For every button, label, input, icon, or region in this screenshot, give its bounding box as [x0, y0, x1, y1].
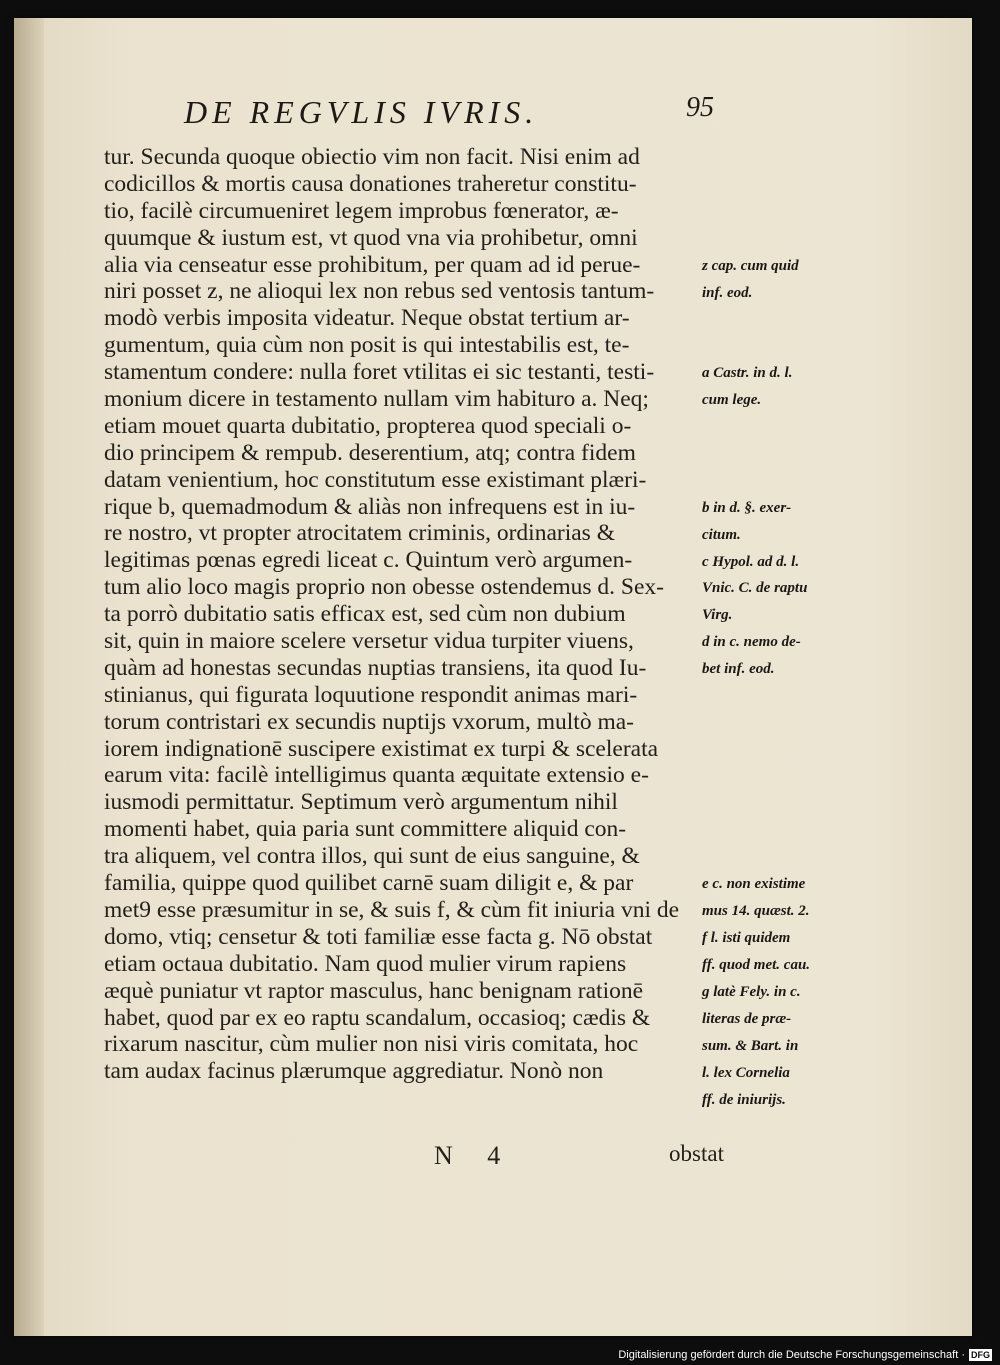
marginal-note: b in d. §. exer- [702, 499, 792, 516]
text-line: tum alio loco magis proprio non obesse ostendemus d. Sex- [104, 574, 665, 601]
dfg-logo: DFG [971, 1350, 990, 1360]
marginal-note: l. lex Cornelia [702, 1064, 790, 1081]
marginal-note: a Castr. in d. l. [702, 365, 793, 382]
text-line: modò verbis imposita videatur. Neque obstat tertium ar- [104, 305, 630, 332]
marginal-note: d in c. nemo de- [702, 634, 801, 651]
catchword: obstat [669, 1141, 724, 1166]
marginal-note: z cap. cum quid [702, 257, 799, 274]
text-line: momenti habet, quia paria sunt committere aliquid con- [104, 816, 627, 843]
text-line: datam venientium, hoc constitutum esse existimant plæri- [104, 466, 647, 493]
marginal-note: sum. & Bart. in [702, 1037, 799, 1054]
marginal-note: ff. quod met. cau. [702, 957, 811, 973]
text-line: stinianus, qui figurata loquutione respondit animas mari- [104, 681, 638, 708]
book-page [14, 18, 972, 1336]
page-number: 95 [686, 92, 714, 123]
text-line: domo, vtiq; censetur & toti familiæ esse facta g. Nō obstat [104, 923, 653, 950]
text-line: stamentum condere: nulla foret vtilitas ei sic testanti, testi- [104, 359, 655, 386]
text-line: tio, facilè circumueniret legem improbus fœnerator, æ- [104, 197, 619, 224]
marginal-note: c Hypol. ad d. l. [702, 553, 800, 570]
text-line: gumentum, quia cùm non posit is qui intestabilis est, te- [104, 332, 630, 359]
page-gutter [14, 18, 44, 1336]
text-line: niri posset z, ne alioqui lex non rebus sed ventosis tantum- [104, 278, 655, 305]
body-text [104, 144, 704, 1085]
credit-text: Digitalisierung gefördert durch die Deutsche Forschungsgemeinschaft · [618, 1349, 965, 1361]
text-line: quumque & iustum est, vt quod vna via prohibetur, omni [104, 224, 638, 251]
marginal-note: e c. non existime [702, 876, 806, 893]
text-line: ta porrò dubitatio satis efficax est, sed cùm non dubium [104, 601, 626, 628]
text-line: monium dicere in testamento nullam vim habituro a. Neq; [104, 386, 649, 413]
text-line: tam audax facinus plærumque aggrediatur. Nonò non [104, 1058, 604, 1085]
marginal-note: Vnic. C. de raptu [702, 580, 808, 597]
page-footer [434, 1141, 724, 1175]
text-line: quàm ad honestas secundas nuptias transiens, ita quod Iu- [104, 654, 647, 681]
text-line: earum vita: facilè intelligimus quanta æquitate extensio e- [104, 762, 649, 789]
text-line: met9 esse præsumitur in se, & suis f, & cùm fit iniuria vni de [104, 896, 680, 923]
marginal-note: g latè Fely. in c. [702, 983, 801, 1000]
digitization-credit [618, 1349, 992, 1361]
text-line: familia, quippe quod quilibet carnē suam diligit e, & par [104, 870, 634, 897]
text-line: etiam mouet quarta dubitatio, propterea quod speciali o- [104, 412, 632, 439]
signature-mark: N 4 [434, 1141, 515, 1170]
marginal-note: ff. de iniurijs. [702, 1091, 786, 1108]
text-line: habet, quod par ex eo raptu scandalum, occasioq; cædis & [104, 1004, 651, 1031]
running-title: DE REGVLIS IVRIS. [184, 94, 539, 130]
marginal-note: mus 14. quæst. 2. [702, 903, 810, 920]
text-line: iorem indignationē suscipere existimat ex turpi & scelerata [104, 735, 659, 762]
text-line: tur. Secunda quoque obiectio vim non facit. Nisi enim ad [104, 144, 640, 170]
text-line: rique b, quemadmodum & aliàs non infrequens est in iu- [104, 493, 636, 520]
marginal-note: f l. isti quidem [702, 930, 791, 947]
text-line: dio principem & rempub. deserentium, atq; contra fidem [104, 439, 636, 466]
page-header [174, 90, 714, 134]
text-line: tra aliquem, vel contra illos, qui sunt de eius sanguine, & [104, 843, 640, 870]
text-line: codicillos & mortis causa donationes traheretur constitu- [104, 170, 637, 197]
marginal-note: Virg. [702, 607, 733, 624]
text-line: rixarum nascitur, cùm mulier non nisi viris comitata, hoc [104, 1031, 639, 1058]
marginal-note: citum. [702, 526, 741, 543]
text-line: etiam octaua dubitatio. Nam quod mulier virum rapiens [104, 950, 627, 977]
marginal-note: inf. eod. [702, 284, 753, 301]
marginal-note: cum lege. [702, 392, 762, 409]
text-line: alia via censeatur esse prohibitum, per quam ad id perue- [104, 251, 641, 278]
text-line: re nostro, vt propter atrocitatem criminis, ordinarias & [104, 520, 615, 547]
text-line: legitimas pœnas egredi liceat c. Quintum verò argumen- [104, 547, 633, 574]
text-line: sit, quin in maiore scelere versetur vidua turpiter viuens, [104, 628, 634, 655]
marginal-note: literas de præ- [702, 1010, 792, 1027]
text-line: æquè puniatur vt raptor masculus, hanc benignam rationē [104, 977, 644, 1004]
text-line: torum contristari ex secundis nuptijs vxorum, multò ma- [104, 708, 634, 735]
text-line: iusmodi permittatur. Septimum verò argumentum nihil [104, 789, 618, 816]
marginal-note: bet inf. eod. [702, 661, 775, 678]
